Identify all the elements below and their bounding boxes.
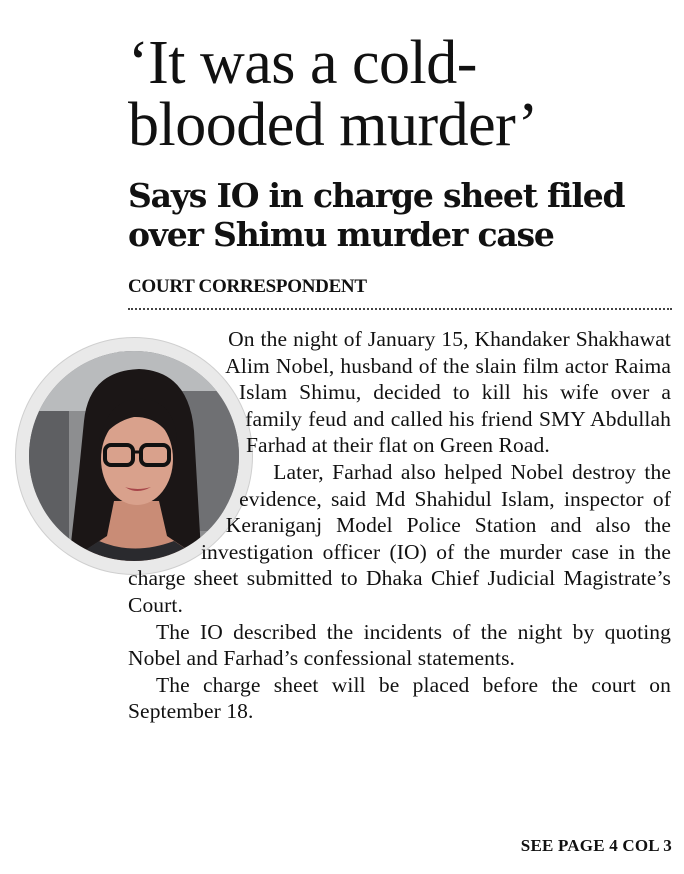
headline: ‘It was a cold-blooded murder’ [128,29,538,159]
article-body [128,326,671,725]
dotted-divider [128,308,672,310]
article-paragraph: The charge sheet will be placed before the court on September 18. [128,672,671,724]
continuation-jump: SEE PAGE 4 COL 3 [520,836,672,855]
byline: COURT CORRESPONDENT [128,276,367,297]
article-paragraph: The IO described the incidents of the night by quoting Nobel and Farhad’s confessional statements. [128,619,671,671]
article-paragraph: On the night of January 15, Khandaker Shakhawat Alim Nobel, husband of the slain film actor Raima Islam Shimu, decided to kill his wife over a family feud and called his friend SMY Abdullah Farhad at their flat on Green Road. [225,327,671,458]
article-paragraph: Later, Farhad also helped Nobel destroy the evidence, said Md Shahidul Islam, inspector of Keraniganj Model Police Station and also the investigation officer (IO) of the murder case in the charge sheet submitted to Dhaka Chief Judicial Magistrate’s Court. [128,459,671,617]
subheadline: Says IO in charge sheet filed over Shimu murder case [128,176,625,254]
